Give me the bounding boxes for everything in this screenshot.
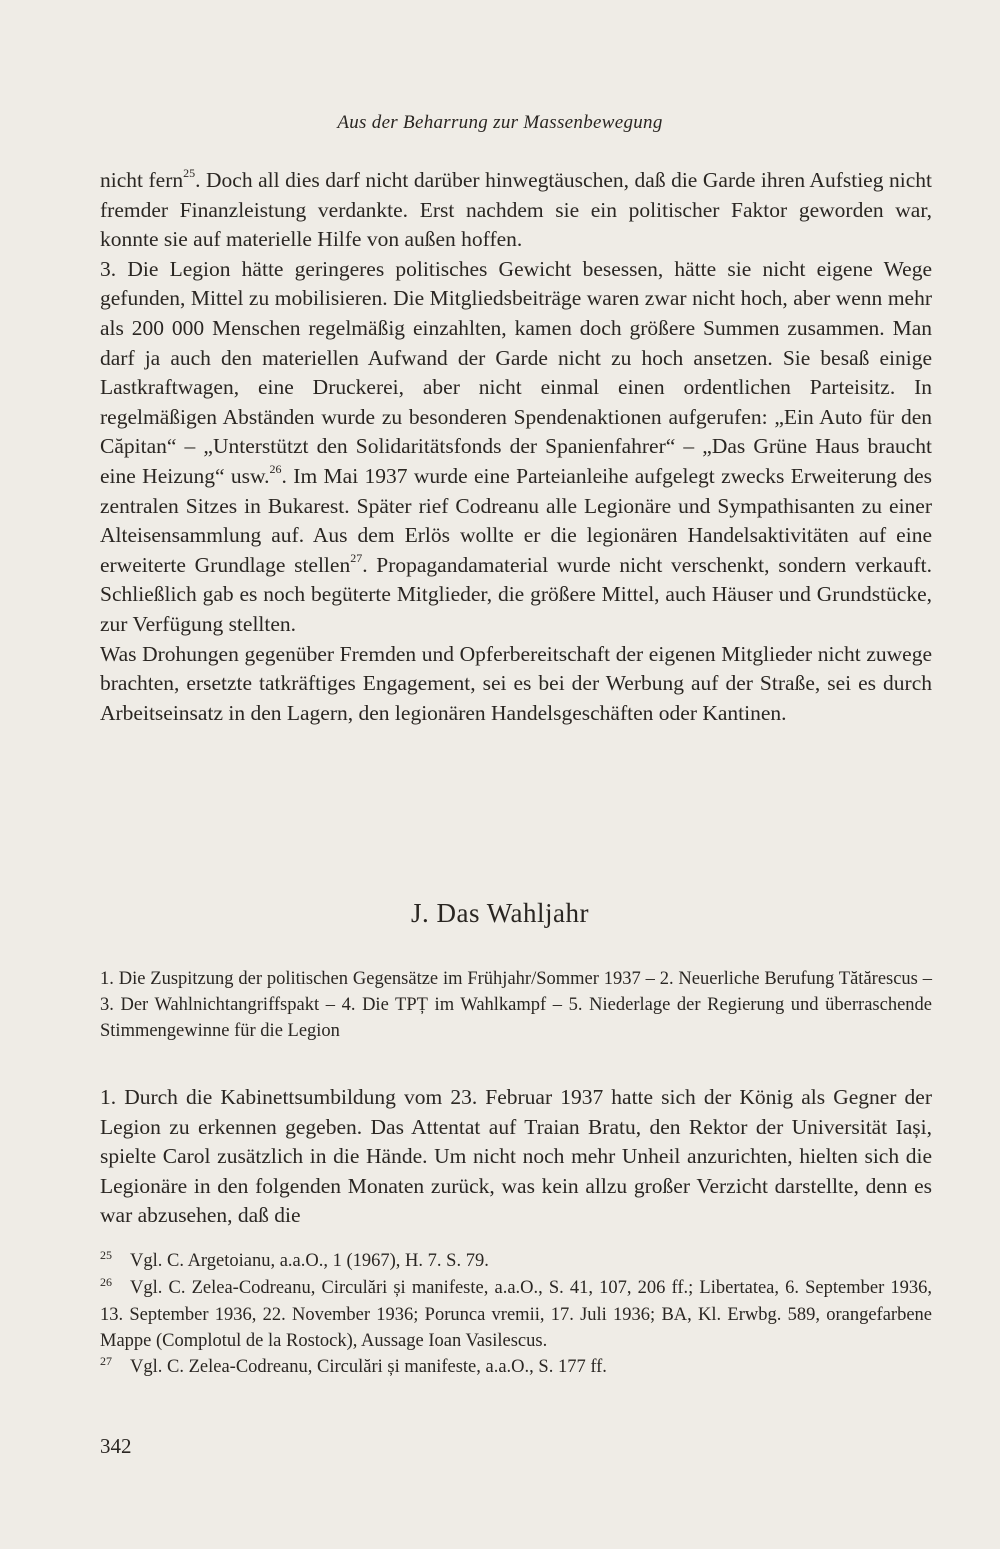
- section-heading: J. Das Wahljahr: [410, 898, 590, 928]
- paragraph-1: [100, 166, 932, 255]
- footnote-ref-25: 25: [183, 165, 196, 180]
- paragraph-text: . Propagandamaterial wurde nicht verschenkt, sondern verkauft. Schließlich gab es noch begüterte Mitglieder, die größere Mittel, auch Häuser und Grundstücke, zur Verfügung stellten.: [100, 552, 932, 636]
- running-head: Aus der Beharrung zur Massenbewegung: [337, 112, 663, 133]
- footnote-text: Vgl. C. Argetoianu, a.a.O., 1 (1967), H. 7. S. 79.: [130, 1251, 489, 1271]
- body-text: [100, 166, 932, 728]
- footnote-text: Vgl. C. Zelea-Codreanu, Circulări și manifeste, a.a.O., S. 177 ff.: [130, 1357, 607, 1377]
- section-summary: 1. Die Zuspitzung der politischen Gegensätze im Frühjahr/Sommer 1937 – 2. Neuerliche Berufung Tătărescus – 3. Der Wahlnichtangriffspakt – 4. Die TPȚ im Wahlkampf – 5. Niederlage der Regierung und überraschende Stimmengewinne für die Legion: [100, 969, 932, 1041]
- footnotes: [100, 1248, 932, 1381]
- footnote-ref-27: 27: [350, 550, 363, 565]
- paragraph-text: . Doch all dies darf nicht darüber hinwegtäuschen, daß die Garde ihren Aufstieg nicht fremder Finanzleistung verdankte. Erst nachdem sie ein politischer Faktor geworden war, konnte sie auf materielle Hilfe von außen hoffen.: [100, 168, 932, 252]
- footnote-ref-26: 26: [269, 461, 282, 476]
- footnote-text: Vgl. C. Zelea-Codreanu, Circulări și manifeste, a.a.O., S. 41, 107, 206 ff.; Libertatea, 6. September 1936, 13. September 1936, 22. November 1936; Porunca vremii, 17. Juli 1936; BA, Kl. Erwbg. 589, orangefarbene Mappe (Complotul de la Rostock), Aussage Ioan Vasilescus.: [100, 1278, 932, 1351]
- page-number: 342: [100, 1434, 132, 1458]
- footnote-number: 26: [100, 1275, 112, 1289]
- paragraph-text: . Im Mai 1937 wurde eine Parteianleihe aufgelegt zwecks Erweiterung des zentralen Sitzes in Bukarest. Später rief Codreanu alle Legionäre und Sympathisanten zu einer Alteisensammlung auf. Aus dem Erlös wollte er die legionären Handelsaktivitäten auf eine erweiterte Grundlage stellen: [100, 463, 932, 577]
- footnote-number: 25: [100, 1248, 112, 1262]
- footnote-27: [100, 1354, 932, 1381]
- paragraph-3: Was Drohungen gegenüber Fremden und Opferbereitschaft der eigenen Mitglieder nicht zuwege brachten, ersetzte tatkräftiges Engagement, sei es bei der Werbung auf der Straße, sei es durch Arbeitseinsatz in den Lagern, den legionären Handelsgeschäften oder Kantinen.: [100, 641, 932, 725]
- section-paragraph-1: 1. Durch die Kabinettsumbildung vom 23. Februar 1937 hatte sich der König als Gegner der Legion zu erkennen gegeben. Das Attentat auf Traian Bratu, den Rektor der Universität Iași, spielte Carol zusätzlich in die Hände. Um nicht noch mehr Unheil anzurichten, hielten sich die Legionäre in den folgenden Monaten zurück, was kein allzu großer Verzicht darstellte, denn es war abzusehen, daß die: [100, 1085, 932, 1228]
- paragraph-text: nicht fern: [100, 168, 184, 192]
- footnote-26: [100, 1275, 932, 1354]
- paragraph-2: [100, 255, 932, 640]
- paragraph-text: 3. Die Legion hätte geringeres politisches Gewicht besessen, hätte sie nicht eigene Wege gefunden, Mittel zu mobilisieren. Die Mitgliedsbeiträge waren zwar nicht hoch, aber wenn mehr als 200 000 Menschen regelmäßig einzahlten, kamen doch größere Summen zusammen. Man darf ja auch den materiellen Aufwand der Garde nicht zu hoch ansetzen. Sie besaß einige Lastkraftwagen, eine Druckerei, aber nicht einmal einen ordentlichen Parteisitz. In regelmäßigen Abständen wurde zu besonderen Spendenaktionen aufgerufen: „Ein Auto für den Căpitan“ – „Unterstützt den Solidaritätsfonds der Spanienfahrer“ – „Das Grüne Haus braucht eine Heizung“ usw.: [100, 256, 932, 488]
- footnote-25: [100, 1248, 932, 1275]
- footnote-number: 27: [100, 1354, 112, 1368]
